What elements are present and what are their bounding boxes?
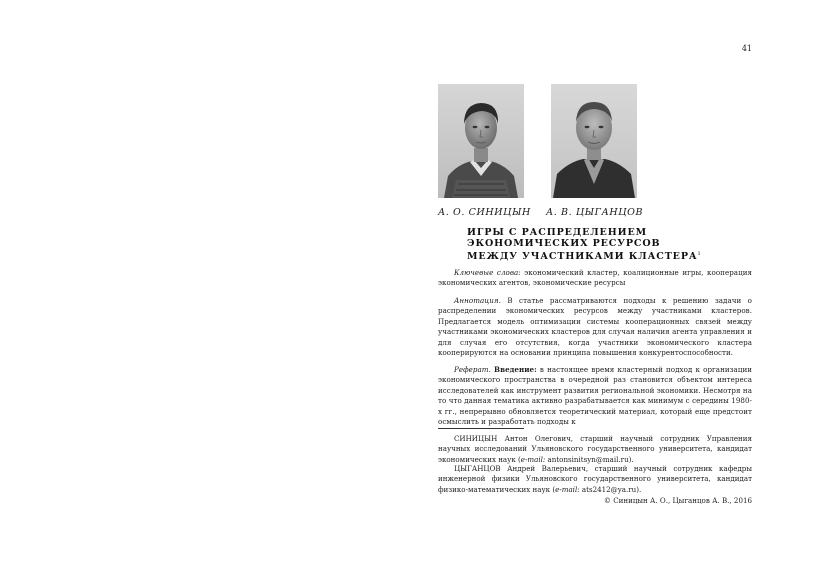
author-name-2: А. В. ЦЫГАНЦОВ: [546, 207, 644, 218]
footnote-2-email: ats2412@ya.ru: [579, 484, 637, 494]
footnote-2-email-label: e-mail:: [555, 484, 580, 494]
page-number: 41: [741, 44, 752, 53]
abstract-paragraph: [438, 296, 752, 358]
footnote-divider: [438, 428, 524, 429]
author-photo-tsygantsov: [551, 84, 637, 198]
abstract-text: В статье рассматриваются подходы к решению задачи о распределении экономических ресурсов между участниками кластеров. Предлагается модель оптимизации системы кооперационных связей между участниками экономических кластеров для случая наличия агента управления и для случая его отсутствия, когда участники экономического кластера кооперируются на основании принципа повышения конкурентоспособности.: [438, 296, 752, 358]
footnote-2-end: ).: [636, 484, 642, 494]
author-name-1: А. О. СИНИЦЫН: [438, 207, 531, 218]
title-line-2: ЭКОНОМИЧЕСКИХ РЕСУРСОВ: [467, 238, 661, 249]
referat-text: в настоящее время кластерный подход к организации экономического пространства в очередной раз становится объектом интереса исследователей как инструмент развития региональной экономики. Несмотря на то что данная тематика активно разрабатывается как минимум с середины 1980-х гг., непрерывно обновляется теоретический материал, который еще предстоит осмыслить и разработать подходы к: [438, 365, 752, 427]
portrait-icon: [438, 84, 524, 198]
keywords-text: экономический кластер, коалиционные игры, кооперация экономических агентов, экономические ресурсы: [438, 268, 752, 288]
footnote-1-text: СИНИЦЫН Антон Олегович, старший научный сотрудник Управления научных исследований Ульяновского государственного университета, кандидат экономических наук (: [438, 434, 752, 464]
copyright-line: © Синицын А. О., Цыганцов А. В., 2016: [603, 496, 752, 505]
footnote-author-1: [438, 434, 752, 465]
title-line-3: [467, 249, 727, 262]
footnote-2-text: ЦЫГАНЦОВ Андрей Валерьевич, старший научный сотрудник кафедры инженерной физики Ульяновского государственного университета, кандидат физико-математических наук (: [438, 464, 752, 494]
footnote-1-email: antonsinitsyn@mail.ru: [545, 454, 629, 464]
footnote-1-email-label: e-mail:: [520, 454, 546, 464]
referat-paragraph: [438, 365, 752, 427]
title-line-3-text: МЕЖДУ УЧАСТНИКАМИ КЛАСТЕРА: [467, 251, 698, 262]
title-line-1: ИГРЫ С РАСПРЕДЕЛЕНИЕМ: [467, 227, 648, 238]
portrait-icon: [551, 84, 637, 198]
author-photo-sinitsyn: [438, 84, 524, 198]
keywords-paragraph: [438, 268, 752, 289]
referat-label: Реферат.: [454, 365, 491, 374]
footnote-author-2: [438, 464, 752, 495]
abstract-label: Аннотация.: [454, 296, 501, 305]
introduction-label: Введение:: [494, 365, 537, 374]
article-title: [467, 227, 727, 262]
keywords-label: Ключевые слова:: [454, 268, 521, 277]
footnote-1-end: ).: [628, 454, 634, 464]
title-footnote-mark: 1: [697, 251, 701, 257]
